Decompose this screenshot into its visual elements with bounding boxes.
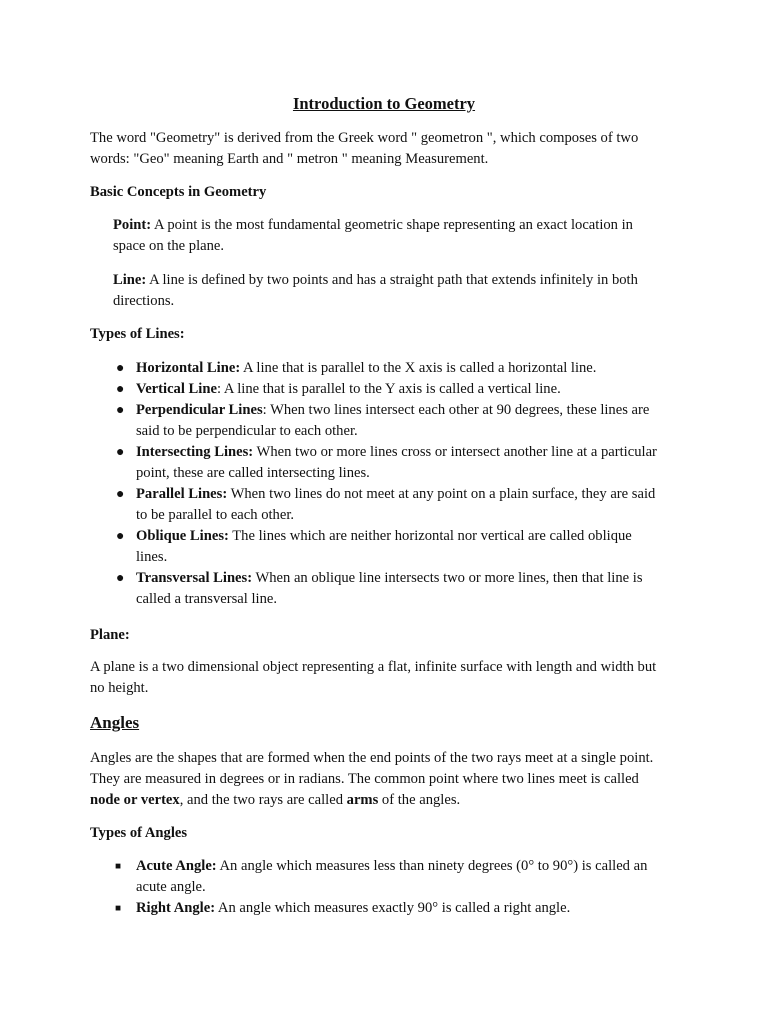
- point-term: Point:: [113, 217, 152, 233]
- angles-line-2: They are measured in degrees or in radians. The common point where two lines meet is called: [90, 771, 639, 787]
- list-item-horizontal-line: [116, 358, 696, 379]
- bullet-icon: ●: [116, 529, 125, 544]
- list-item-term: Perpendicular Lines: [136, 402, 263, 418]
- intro-line-2: words: "Geo" meaning Earth and " metron " meaning Measurement.: [90, 151, 489, 167]
- list-item-text-continued: lines.: [136, 549, 168, 565]
- list-item-term: Parallel Lines:: [136, 486, 228, 502]
- list-item-parallel-lines: [116, 484, 696, 526]
- point-text-1: A point is the most fundamental geometric shape representing an exact location in: [151, 217, 633, 233]
- line-text-1: A line is defined by two points and has a straight path that extends infinitely in both: [146, 272, 638, 288]
- list-item-transversal-lines: [116, 568, 696, 610]
- list-item-text-continued: called a transversal line.: [136, 591, 278, 607]
- bullet-icon: ●: [116, 487, 125, 502]
- types-of-angles-list: [115, 856, 696, 919]
- list-item-perpendicular-lines: [116, 400, 696, 442]
- list-item-text-continued: acute angle.: [136, 879, 206, 895]
- document-title: Introduction to Geometry: [292, 94, 476, 113]
- list-item-term: Horizontal Line:: [136, 360, 241, 376]
- list-item-text-continued: to be parallel to each other.: [136, 507, 295, 523]
- angles-line-1: Angles are the shapes that are formed when the end points of the two rays meet at a single point.: [90, 750, 654, 766]
- list-item-text: An angle which measures less than ninety degrees (0° to 90°) is called an: [216, 858, 648, 874]
- list-item-text: : A line that is parallel to the Y axis is called a vertical line.: [216, 381, 561, 397]
- list-item-right-angle: [115, 898, 696, 919]
- angles-node-term: node or vertex: [90, 792, 180, 808]
- angles-line-3-mid: , and the two rays are called: [179, 792, 347, 808]
- list-item-vertical-line: [116, 379, 696, 400]
- types-of-angles-heading: Types of Angles: [90, 825, 188, 841]
- list-item-text: The lines which are neither horizontal nor vertical are called oblique: [228, 528, 632, 544]
- square-bullet-icon: ■: [115, 903, 122, 914]
- list-item-text: When two lines do not meet at any point on a plain surface, they are said: [227, 486, 656, 502]
- basic-concepts-heading: Basic Concepts in Geometry: [90, 184, 267, 200]
- bullet-icon: ●: [116, 403, 125, 418]
- bullet-icon: ●: [116, 445, 125, 460]
- point-text-2: space on the plane.: [113, 238, 225, 254]
- list-item-term: Vertical Line: [136, 381, 217, 397]
- list-item-text: When an oblique line intersects two or more lines, then that line is: [252, 570, 643, 586]
- angles-line-3-end: of the angles.: [378, 792, 461, 808]
- list-item-acute-angle: [115, 856, 696, 898]
- angles-arms-term: arms: [346, 792, 379, 808]
- list-item-intersecting-lines: [116, 442, 696, 484]
- line-definition: [113, 270, 693, 312]
- line-text-2: directions.: [113, 293, 175, 309]
- list-item-oblique-lines: [116, 526, 696, 568]
- plane-heading: Plane:: [90, 627, 130, 643]
- angles-heading: Angles: [90, 713, 140, 732]
- list-item-term: Transversal Lines:: [136, 570, 253, 586]
- types-of-lines-list: [116, 358, 696, 610]
- angles-paragraph: [90, 748, 690, 811]
- list-item-term: Right Angle:: [136, 900, 216, 916]
- intro-paragraph: [90, 128, 690, 170]
- point-definition: [113, 215, 693, 257]
- list-item-term: Intersecting Lines:: [136, 444, 254, 460]
- plane-paragraph: [90, 657, 690, 699]
- intro-line-1: The word "Geometry" is derived from the Greek word " geometron ", which composes of two: [90, 130, 639, 146]
- list-item-text: An angle which measures exactly 90° is called a right angle.: [215, 900, 571, 916]
- list-item-term: Acute Angle:: [136, 858, 217, 874]
- bullet-icon: ●: [116, 361, 125, 376]
- line-term: Line:: [113, 272, 147, 288]
- bullet-icon: ●: [116, 382, 125, 397]
- bullet-icon: ●: [116, 571, 125, 586]
- list-item-term: Oblique Lines:: [136, 528, 229, 544]
- list-item-text: When two or more lines cross or intersect another line at a particular: [253, 444, 657, 460]
- plane-line-2: no height.: [90, 680, 149, 696]
- list-item-text-continued: point, these are called intersecting lines.: [136, 465, 370, 481]
- square-bullet-icon: ■: [115, 861, 122, 872]
- list-item-text: A line that is parallel to the X axis is called a horizontal line.: [240, 360, 597, 376]
- plane-line-1: A plane is a two dimensional object representing a flat, infinite surface with length and width but: [90, 659, 657, 675]
- list-item-text: : When two lines intersect each other at 90 degrees, these lines are: [262, 402, 650, 418]
- types-of-lines-heading: Types of Lines:: [90, 326, 185, 342]
- list-item-text-continued: said to be perpendicular to each other.: [136, 423, 358, 439]
